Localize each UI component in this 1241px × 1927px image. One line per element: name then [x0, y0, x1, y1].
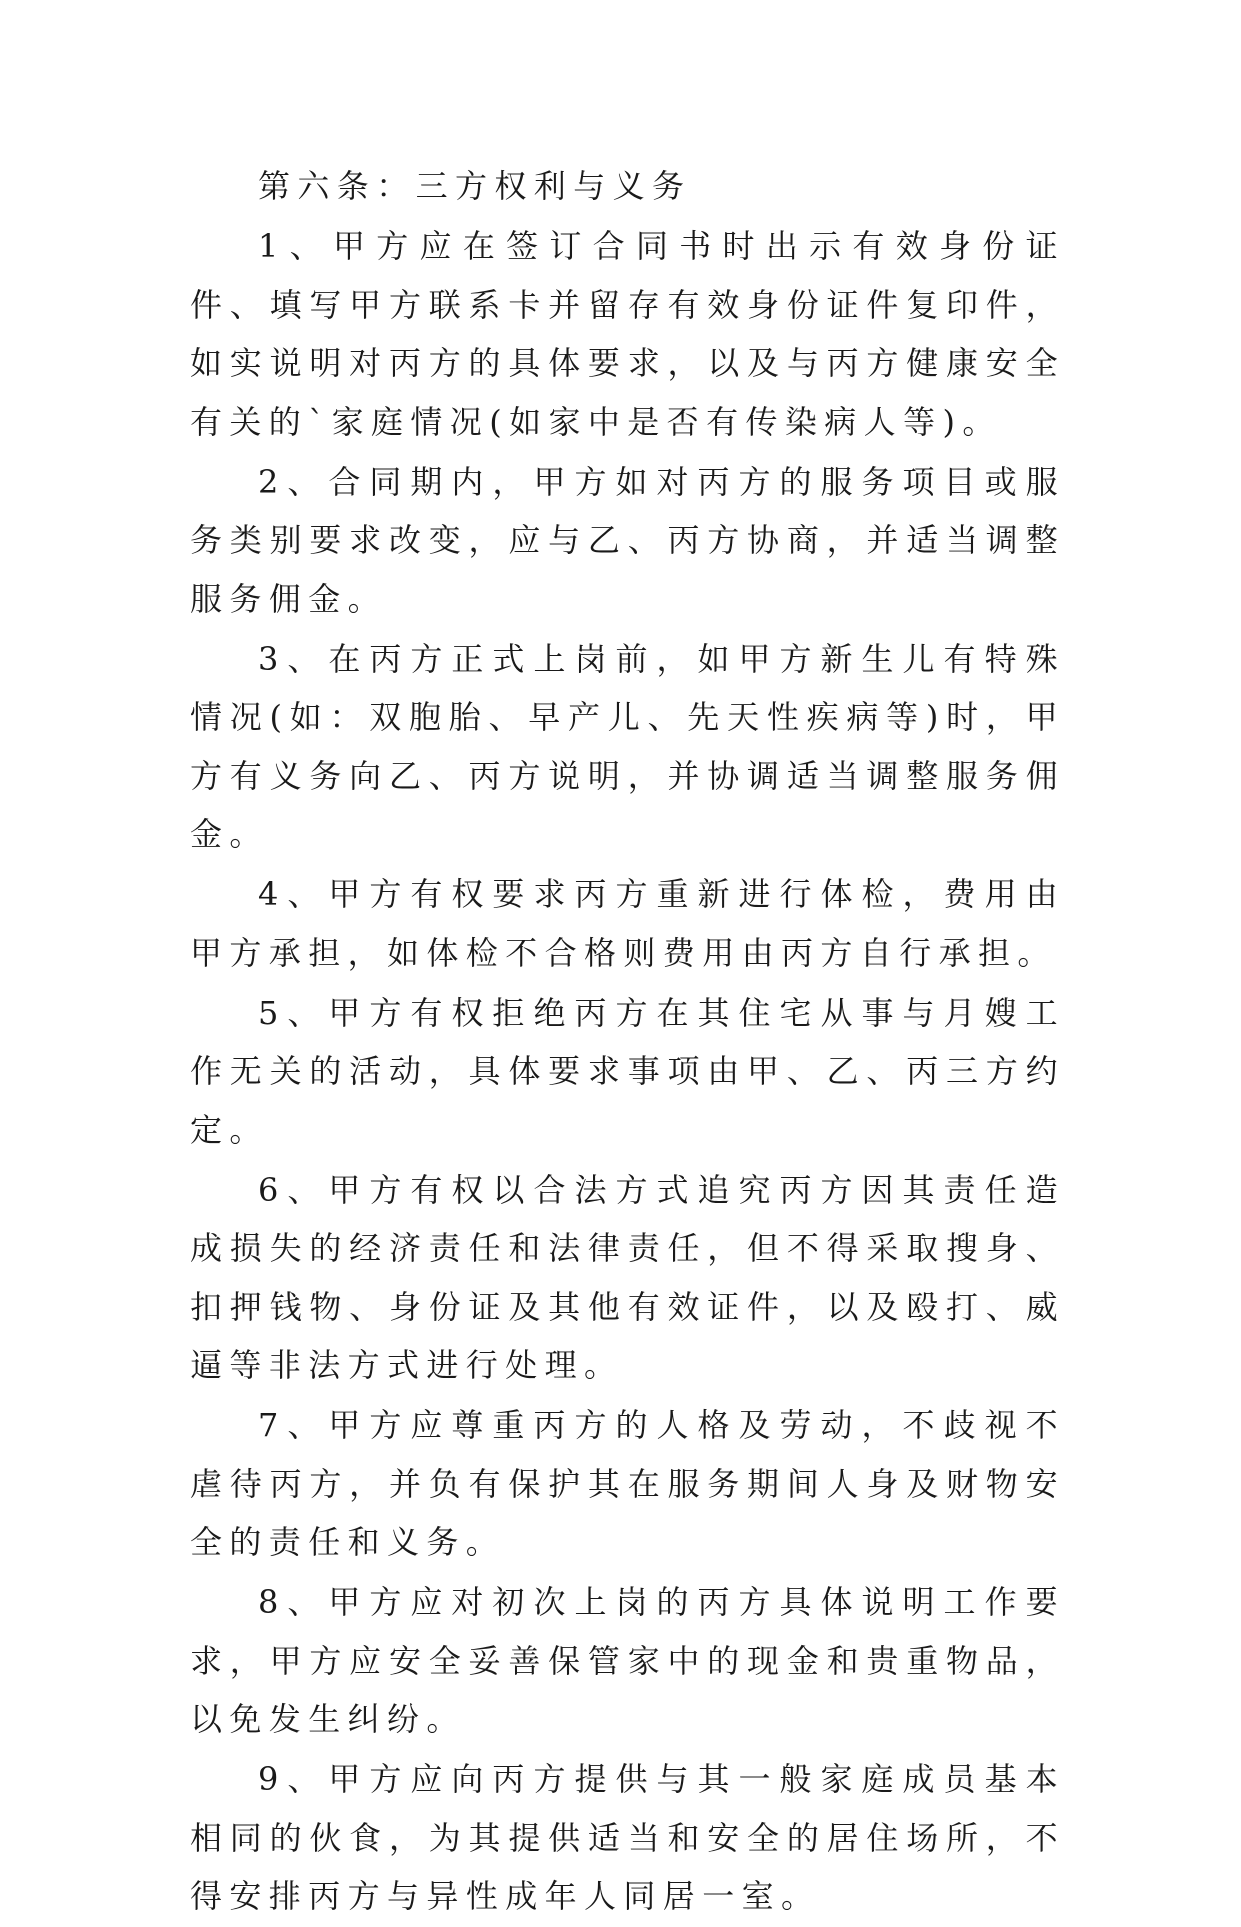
clause-8: 8、甲方应对初次上岗的丙方具体说明工作要求，甲方应安全妥善保管家中的现金和贵重物品，以免发生纠纷。 [190, 1583, 1065, 1738]
clause-1: 1、甲方应在签订合同书时出示有效身份证件、填写甲方联系卡并留存有效身份证件复印件，如实说明对丙方的具体要求，以及与丙方健康安全有关的`家庭情况(如家中是否有传染病人等)。 [190, 227, 1065, 441]
clause-4: 4、甲方有权要求丙方重新进行体检，费用由甲方承担，如体检不合格则费用由丙方自行承担。 [190, 875, 1065, 972]
clause-5: 5、甲方有权拒绝丙方在其住宅从事与月嫂工作无关的活动，具体要求事项由甲、乙、丙三方约定。 [190, 993, 1065, 1149]
article-heading: 第六条：三方权利与义务 [258, 167, 692, 205]
clause-3: 3、在丙方正式上岗前，如甲方新生儿有特殊情况(如：双胞胎、早产儿、先天性疾病等)时，甲方有义务向乙、丙方说明，并协调适当调整服务佣金。 [190, 639, 1065, 853]
clause-7: 7、甲方应尊重丙方的人格及劳动，不歧视不虐待丙方，并负有保护其在服务期间人身及财物安全的责任和义务。 [190, 1406, 1065, 1561]
clause-9: 9、甲方应向丙方提供与其一般家庭成员基本相同的伙食，为其提供适当和安全的居住场所，不得安排丙方与异性成年人同居一室。 [190, 1760, 1065, 1915]
clause-2: 2、合同期内，甲方如对丙方的服务项目或服务类别要求改变，应与乙、丙方协商，并适当调整服务佣金。 [190, 462, 1065, 618]
document-body [190, 157, 1065, 1927]
clause-6: 6、甲方有权以合法方式追究丙方因其责任造成损失的经济责任和法律责任，但不得采取搜身、扣押钱物、身份证及其他有效证件，以及殴打、威逼等非法方式进行处理。 [190, 1170, 1065, 1384]
